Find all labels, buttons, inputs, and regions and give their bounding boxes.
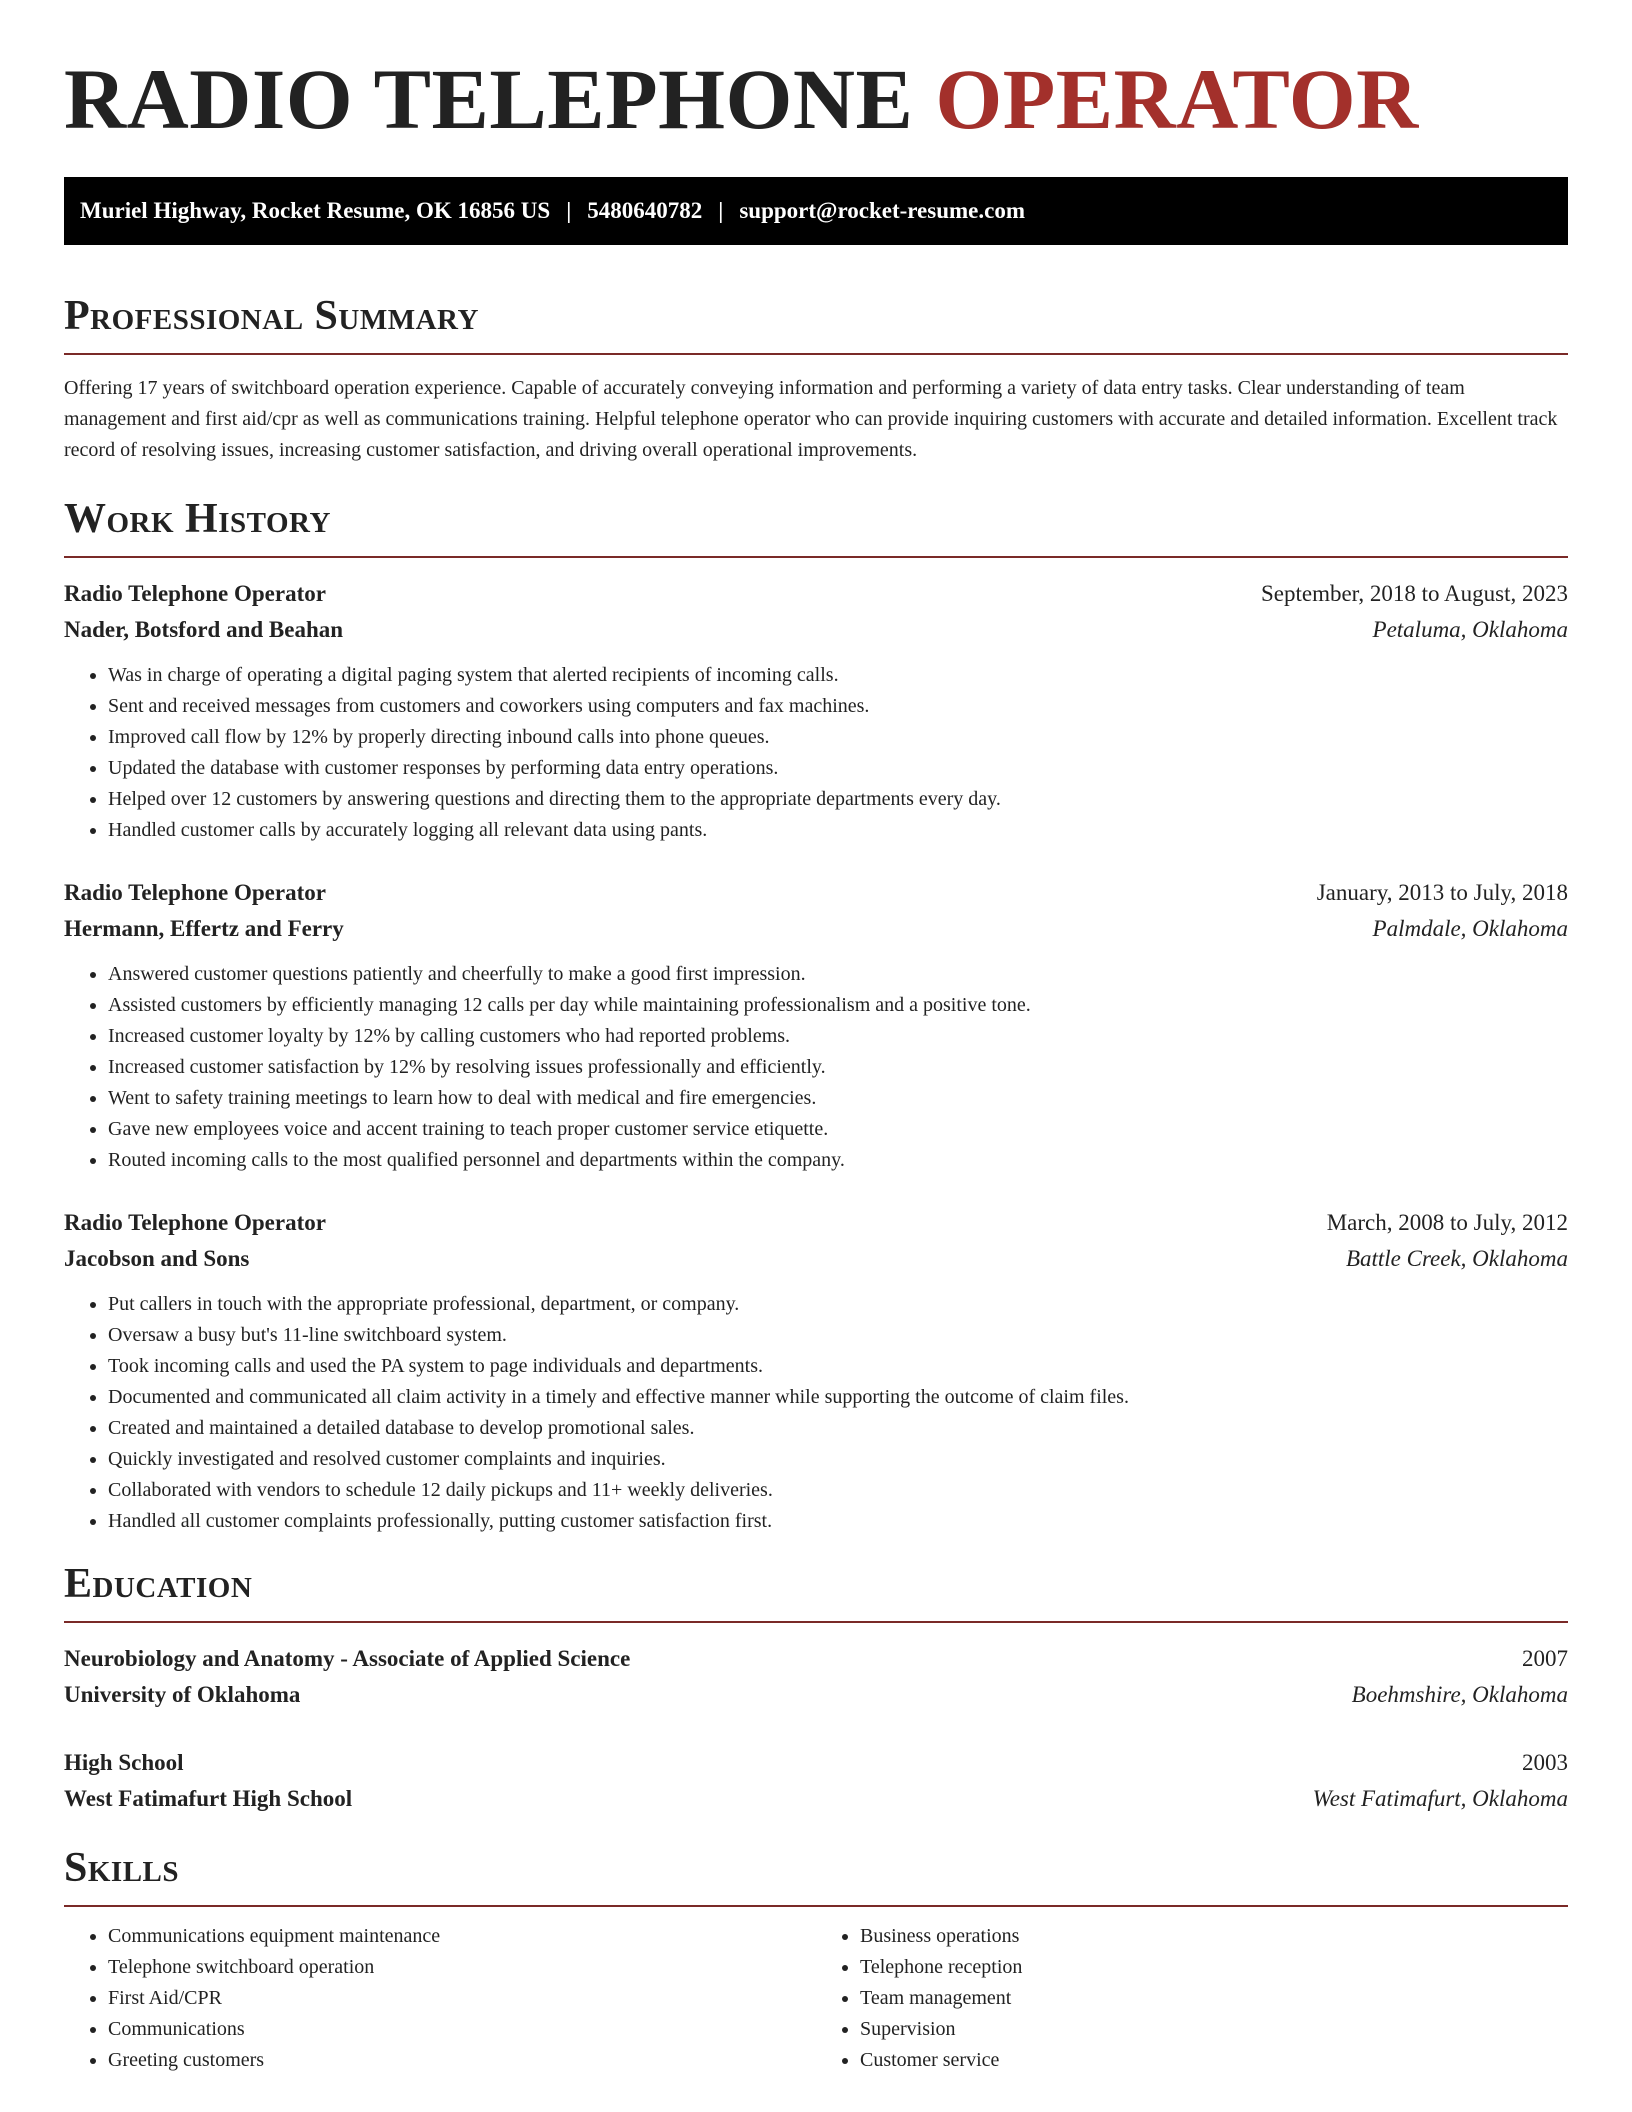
education-location: Boehmshire, Oklahoma	[1351, 1682, 1568, 1707]
list-item: • Greeting customers	[108, 2045, 816, 2076]
job-location: Petaluma, Oklahoma	[1372, 617, 1568, 642]
list-item: • Put callers in touch with the appropriate professional, department, or company.	[108, 1289, 1568, 1320]
education-title: Education	[64, 1561, 253, 1607]
work-title: Work History	[64, 496, 331, 542]
job-company-row	[64, 911, 1568, 947]
job-entry	[64, 1205, 1568, 1537]
job-entry	[64, 875, 1568, 1176]
contact-bar	[64, 177, 1568, 245]
list-item: • Went to safety training meetings to learn how to deal with medical and fire emergencies.	[108, 1083, 1568, 1114]
job-position: Radio Telephone Operator	[64, 880, 326, 905]
list-item: • Improved call flow by 12% by properly directing inbound calls into phone queues.	[108, 722, 1568, 753]
list-item: • Helped over 12 customers by answering questions and directing them to the appropriate departments every day.	[108, 784, 1568, 815]
list-item: • Communications	[108, 2014, 816, 2045]
job-position: Radio Telephone Operator	[64, 581, 326, 606]
list-item: • Oversaw a busy but's 11-line switchboard system.	[108, 1320, 1568, 1351]
skills-section	[64, 1847, 1568, 2076]
list-item: • Assisted customers by efficiently managing 12 calls per day while maintaining professionalism and a positive tone.	[108, 990, 1568, 1021]
list-item: • Business operations	[860, 1921, 1568, 1952]
contact-address: Muriel Highway, Rocket Resume, OK 16856 US	[80, 198, 551, 223]
education-degree-row	[64, 1745, 1568, 1781]
list-item: • Supervision	[860, 2014, 1568, 2045]
list-item: • Took incoming calls and used the PA system to page individuals and departments.	[108, 1351, 1568, 1382]
job-header-row	[64, 875, 1568, 911]
work-section	[64, 498, 1568, 1537]
job-location: Palmdale, Oklahoma	[1372, 916, 1568, 941]
education-degree-row	[64, 1641, 1568, 1677]
list-item: • Quickly investigated and resolved customer complaints and inquiries.	[108, 1444, 1568, 1475]
name-main: RADIO TELEPHONE	[64, 51, 914, 147]
list-item: • Routed incoming calls to the most qualified personnel and departments within the company.	[108, 1145, 1568, 1176]
list-item: • Collaborated with vendors to schedule 12 daily pickups and 11+ weekly deliveries.	[108, 1475, 1568, 1506]
education-school-row	[64, 1781, 1568, 1817]
list-item: • Handled all customer complaints professionally, putting customer satisfaction first.	[108, 1506, 1568, 1537]
job-company-row	[64, 612, 1568, 648]
list-item: • Telephone switchboard operation	[108, 1952, 816, 1983]
job-dates: September, 2018 to August, 2023	[1260, 581, 1568, 606]
job-bullets	[64, 660, 1568, 846]
education-section	[64, 1563, 1568, 1817]
job-header-row	[64, 1205, 1568, 1241]
resume-name	[64, 51, 1568, 147]
summary-title: Professional Summary	[64, 293, 479, 339]
section-divider	[64, 1905, 1568, 1907]
list-item: • Communications equipment maintenance	[108, 1921, 816, 1952]
list-item: • Customer service	[860, 2045, 1568, 2076]
contact-phone: 5480640782	[587, 198, 703, 223]
education-entry	[64, 1641, 1568, 1713]
list-item: • First Aid/CPR	[108, 1983, 816, 2014]
list-item: • Team management	[860, 1983, 1568, 2014]
job-company: Jacobson and Sons	[64, 1246, 250, 1271]
education-year: 2007	[1522, 1646, 1568, 1671]
contact-email: support@rocket-resume.com	[739, 198, 1025, 223]
job-dates: January, 2013 to July, 2018	[1316, 880, 1568, 905]
list-item: • Increased customer loyalty by 12% by calling customers who had reported problems.	[108, 1021, 1568, 1052]
list-item: • Created and maintained a detailed database to develop promotional sales.	[108, 1413, 1568, 1444]
list-item: • Telephone reception	[860, 1952, 1568, 1983]
list-item: • Gave new employees voice and accent training to teach proper customer service etiquette.	[108, 1114, 1568, 1145]
list-item: • Documented and communicated all claim activity in a timely and effective manner while supporting the outcome of claim files.	[108, 1382, 1568, 1413]
education-year: 2003	[1522, 1750, 1568, 1775]
education-degree: High School	[64, 1750, 184, 1775]
name-accent: OPERATOR	[935, 51, 1419, 147]
summary-section	[64, 295, 1568, 466]
list-item: • Answered customer questions patiently and cheerfully to make a good first impression.	[108, 959, 1568, 990]
section-divider	[64, 1621, 1568, 1623]
section-divider	[64, 353, 1568, 355]
education-school-row	[64, 1677, 1568, 1713]
job-company-row	[64, 1241, 1568, 1277]
job-entry	[64, 576, 1568, 846]
job-position: Radio Telephone Operator	[64, 1210, 326, 1235]
list-item: • Sent and received messages from customers and coworkers using computers and fax machines.	[108, 691, 1568, 722]
skills-grid	[64, 1921, 1568, 2076]
job-bullets	[64, 959, 1568, 1176]
contact-separator: |	[566, 198, 572, 223]
job-company: Nader, Botsford and Beahan	[64, 617, 344, 642]
education-entry	[64, 1745, 1568, 1817]
job-location: Battle Creek, Oklahoma	[1345, 1246, 1568, 1271]
list-item: • Increased customer satisfaction by 12% by resolving issues professionally and efficiently.	[108, 1052, 1568, 1083]
contact-separator: |	[718, 198, 724, 223]
job-header-row	[64, 576, 1568, 612]
list-item: • Was in charge of operating a digital paging system that alerted recipients of incoming calls.	[108, 660, 1568, 691]
list-item: • Handled customer calls by accurately logging all relevant data using pants.	[108, 815, 1568, 846]
skills-list-right	[816, 1921, 1568, 2076]
education-school: University of Oklahoma	[64, 1682, 301, 1707]
education-degree: Neurobiology and Anatomy - Associate of Applied Science	[64, 1646, 631, 1671]
job-bullets	[64, 1289, 1568, 1537]
skills-list-left	[64, 1921, 816, 2076]
skills-title: Skills	[64, 1845, 180, 1891]
job-dates: March, 2008 to July, 2012	[1326, 1210, 1568, 1235]
list-item: • Updated the database with customer responses by performing data entry operations.	[108, 753, 1568, 784]
job-company: Hermann, Effertz and Ferry	[64, 916, 344, 941]
education-school: West Fatimafurt High School	[64, 1786, 353, 1811]
education-location: West Fatimafurt, Oklahoma	[1312, 1786, 1568, 1811]
section-divider	[64, 556, 1568, 558]
summary-text: Offering 17 years of switchboard operation experience. Capable of accurately conveying information and performing a variety of data entry tasks. Clear understanding of team management and first aid/cpr as well as communications training. Helpful telephone operator who can provide inquiring customers with accurate and detailed information. Excellent track record of resolving issues, increasing customer satisfaction, and driving overall operational improvements.	[64, 377, 1558, 461]
